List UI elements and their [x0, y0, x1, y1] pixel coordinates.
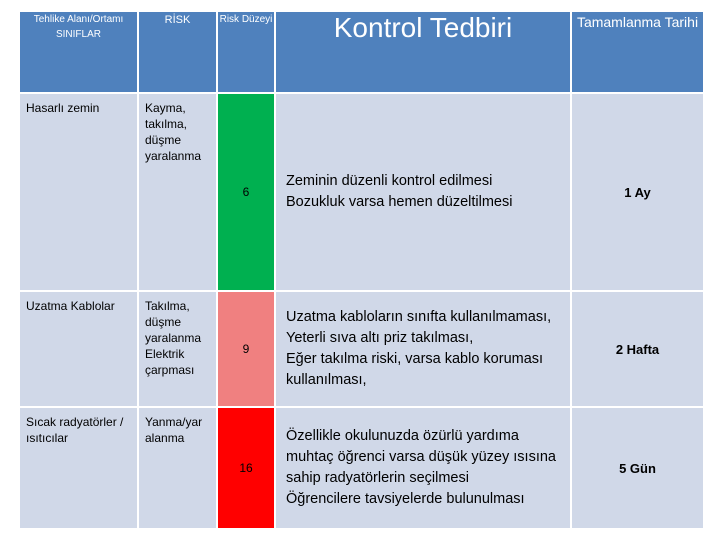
- completion-date-cell: 2 Hafta: [571, 291, 704, 407]
- control-line: Yeterli sıva altı priz takılması,: [286, 330, 474, 346]
- header-completion-date: Tamamlanma Tarihi: [571, 11, 704, 93]
- hazard-cell: Hasarlı zemin: [19, 93, 138, 291]
- control-line: Zeminin düzenli kontrol edilmesi: [286, 173, 493, 189]
- control-measure-cell: [275, 407, 571, 529]
- table-row: [19, 291, 704, 407]
- control-line: Özellikle okulunuzda özürlü yardıma muhtaç öğrenci varsa düşük yüzey ısısına sahip radyatörlerin seçilmesi: [286, 428, 556, 486]
- risk-level-cell: 6: [217, 93, 275, 291]
- risk-level-cell: 9: [217, 291, 275, 407]
- header-hazard-area: Tehlike Alanı/Ortamı SINIFLAR: [19, 11, 138, 93]
- hazard-cell: Uzatma Kablolar: [19, 291, 138, 407]
- completion-date-cell: 5 Gün: [571, 407, 704, 529]
- control-measure-cell: [275, 291, 571, 407]
- header-risk: RİSK: [138, 11, 217, 93]
- control-line: Bozukluk varsa hemen düzeltilmesi: [286, 194, 513, 210]
- header-risk-level: Risk Düzeyi: [217, 11, 275, 93]
- completion-date-cell: 1 Ay: [571, 93, 704, 291]
- header-control-measure: Kontrol Tedbiri: [275, 11, 571, 93]
- header-row: [19, 11, 704, 93]
- risk-level-cell: 16: [217, 407, 275, 529]
- control-line: Öğrencilere tavsiyelerde bulunulması: [286, 491, 525, 507]
- hazard-cell: Sıcak radyatörler /ısıtıcılar: [19, 407, 138, 529]
- risk-cell: Takılma, düşme yaralanma Elektrik çarpması: [138, 291, 217, 407]
- table-row: [19, 93, 704, 291]
- control-line: Uzatma kabloların sınıfta kullanılmaması,: [286, 309, 552, 325]
- table-row: [19, 407, 704, 529]
- risk-assessment-table: [18, 10, 705, 530]
- risk-cell: Kayma, takılma, düşme yaralanma: [138, 93, 217, 291]
- control-measure-cell: [275, 93, 571, 291]
- risk-cell: Yanma/yar alanma: [138, 407, 217, 529]
- control-line: Eğer takılma riski, varsa kablo koruması kullanılması,: [286, 351, 544, 388]
